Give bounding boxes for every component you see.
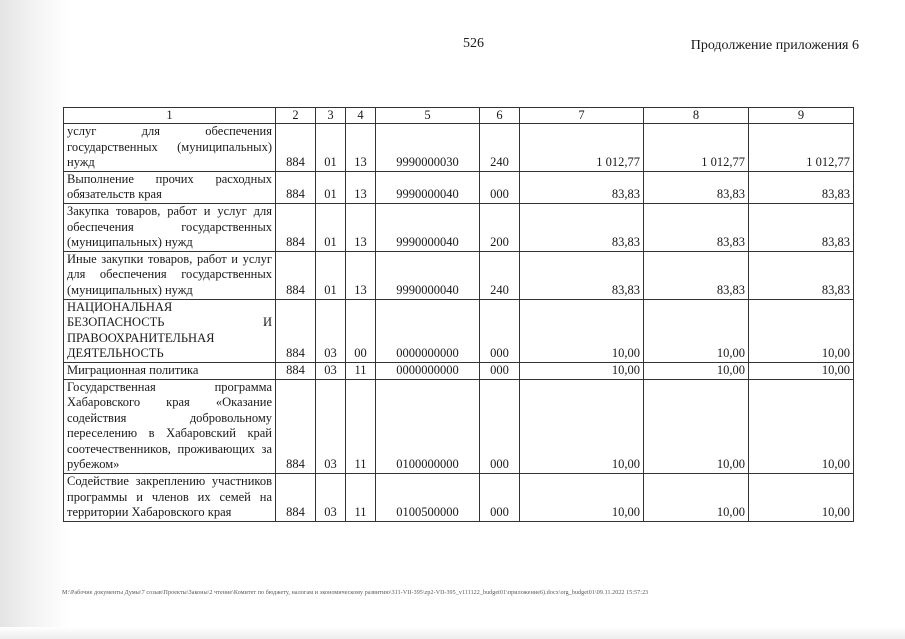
cell-section: 03 <box>316 362 346 379</box>
cell-amount: 10,00 <box>749 362 854 379</box>
cell-ministry: 884 <box>276 474 316 522</box>
cell-ministry: 884 <box>276 203 316 251</box>
cell-section: 01 <box>316 171 346 203</box>
cell-ministry: 884 <box>276 171 316 203</box>
cell-amount: 83,83 <box>644 171 749 203</box>
page-number: 526 <box>463 36 484 51</box>
column-header: 1 <box>64 108 276 124</box>
cell-subsection: 13 <box>346 251 376 299</box>
cell-subsection: 13 <box>346 171 376 203</box>
cell-target-article: 0000000000 <box>376 299 480 362</box>
column-header: 2 <box>276 108 316 124</box>
cell-subsection: 11 <box>346 362 376 379</box>
table-row <box>64 379 854 474</box>
cell-target-article: 0000000000 <box>376 362 480 379</box>
column-header: 5 <box>376 108 480 124</box>
cell-section: 01 <box>316 251 346 299</box>
cell-expense-type: 200 <box>480 203 520 251</box>
table-row <box>64 474 854 522</box>
cell-section: 03 <box>316 379 346 474</box>
column-header: 3 <box>316 108 346 124</box>
cell-expense-type: 000 <box>480 299 520 362</box>
column-header: 9 <box>749 108 854 124</box>
table-row <box>64 171 854 203</box>
cell-amount: 1 012,77 <box>749 124 854 172</box>
table-row <box>64 362 854 379</box>
scan-bottom-shadow <box>0 627 905 639</box>
column-header: 7 <box>520 108 644 124</box>
cell-subsection: 13 <box>346 203 376 251</box>
row-name: Закупка товаров, работ и услуг для обеспечения государственных (муниципальных) нужд <box>64 203 276 251</box>
cell-amount: 83,83 <box>520 251 644 299</box>
row-name: Иные закупки товаров, работ и услуг для обеспечения государственных (муниципальных) нужд <box>64 251 276 299</box>
cell-expense-type: 000 <box>480 379 520 474</box>
cell-amount: 10,00 <box>644 362 749 379</box>
table-row <box>64 124 854 172</box>
cell-amount: 83,83 <box>749 203 854 251</box>
table-row <box>64 299 854 362</box>
cell-expense-type: 000 <box>480 362 520 379</box>
cell-expense-type: 240 <box>480 124 520 172</box>
running-title: Продолжение приложения 6 <box>690 38 859 53</box>
cell-amount: 1 012,77 <box>520 124 644 172</box>
row-name: услуг для обеспечения государственных (муниципальных) нужд <box>64 124 276 172</box>
table-row <box>64 251 854 299</box>
row-name: Государственная программа Хабаровского края «Оказание содействия добровольному переселению в Хабаровский край соотечественников, проживающих за рубежом» <box>64 379 276 474</box>
cell-expense-type: 000 <box>480 171 520 203</box>
table-header-row <box>64 108 854 124</box>
column-header: 6 <box>480 108 520 124</box>
row-name: НАЦИОНАЛЬНАЯ БЕЗОПАСНОСТЬ И ПРАВООХРАНИТЕЛЬНАЯ ДЕЯТЕЛЬНОСТЬ <box>64 299 276 362</box>
cell-ministry: 884 <box>276 299 316 362</box>
cell-amount: 10,00 <box>644 379 749 474</box>
cell-ministry: 884 <box>276 124 316 172</box>
cell-amount: 83,83 <box>644 251 749 299</box>
cell-amount: 10,00 <box>520 362 644 379</box>
cell-section: 03 <box>316 474 346 522</box>
cell-ministry: 884 <box>276 379 316 474</box>
scan-edge-shadow <box>0 0 70 639</box>
cell-amount: 10,00 <box>520 379 644 474</box>
cell-target-article: 9990000040 <box>376 171 480 203</box>
cell-amount: 1 012,77 <box>644 124 749 172</box>
cell-subsection: 00 <box>346 299 376 362</box>
cell-target-article: 9990000040 <box>376 203 480 251</box>
cell-amount: 10,00 <box>520 299 644 362</box>
cell-subsection: 11 <box>346 379 376 474</box>
cell-target-article: 0100500000 <box>376 474 480 522</box>
cell-amount: 83,83 <box>749 251 854 299</box>
cell-target-article: 9990000030 <box>376 124 480 172</box>
cell-amount: 83,83 <box>520 171 644 203</box>
cell-section: 01 <box>316 203 346 251</box>
cell-ministry: 884 <box>276 251 316 299</box>
cell-expense-type: 240 <box>480 251 520 299</box>
column-header: 4 <box>346 108 376 124</box>
budget-table <box>63 107 854 522</box>
cell-amount: 10,00 <box>644 474 749 522</box>
cell-target-article: 0100000000 <box>376 379 480 474</box>
table-row <box>64 203 854 251</box>
cell-ministry: 884 <box>276 362 316 379</box>
cell-expense-type: 000 <box>480 474 520 522</box>
footer-file-path: M:\Рабочие документы Думы\7 созыв\Проекты\Законы\2 чтение\Комитет по бюджету, налогам и экономическому развитию\311-VII-395\zp2-VII-395_v111122_budget01\приложение6).docx\org_budget01\09.11.2022 15:57:23 <box>62 590 649 596</box>
cell-amount: 83,83 <box>749 171 854 203</box>
cell-subsection: 13 <box>346 124 376 172</box>
cell-amount: 10,00 <box>520 474 644 522</box>
column-header: 8 <box>644 108 749 124</box>
row-name: Миграционная политика <box>64 362 276 379</box>
cell-amount: 83,83 <box>644 203 749 251</box>
cell-target-article: 9990000040 <box>376 251 480 299</box>
cell-amount: 10,00 <box>749 379 854 474</box>
cell-section: 01 <box>316 124 346 172</box>
row-name: Содействие закреплению участников программы и членов их семей на территории Хабаровского края <box>64 474 276 522</box>
cell-subsection: 11 <box>346 474 376 522</box>
cell-amount: 10,00 <box>749 474 854 522</box>
cell-amount: 83,83 <box>520 203 644 251</box>
cell-amount: 10,00 <box>749 299 854 362</box>
row-name: Выполнение прочих расходных обязательств края <box>64 171 276 203</box>
cell-amount: 10,00 <box>644 299 749 362</box>
cell-section: 03 <box>316 299 346 362</box>
